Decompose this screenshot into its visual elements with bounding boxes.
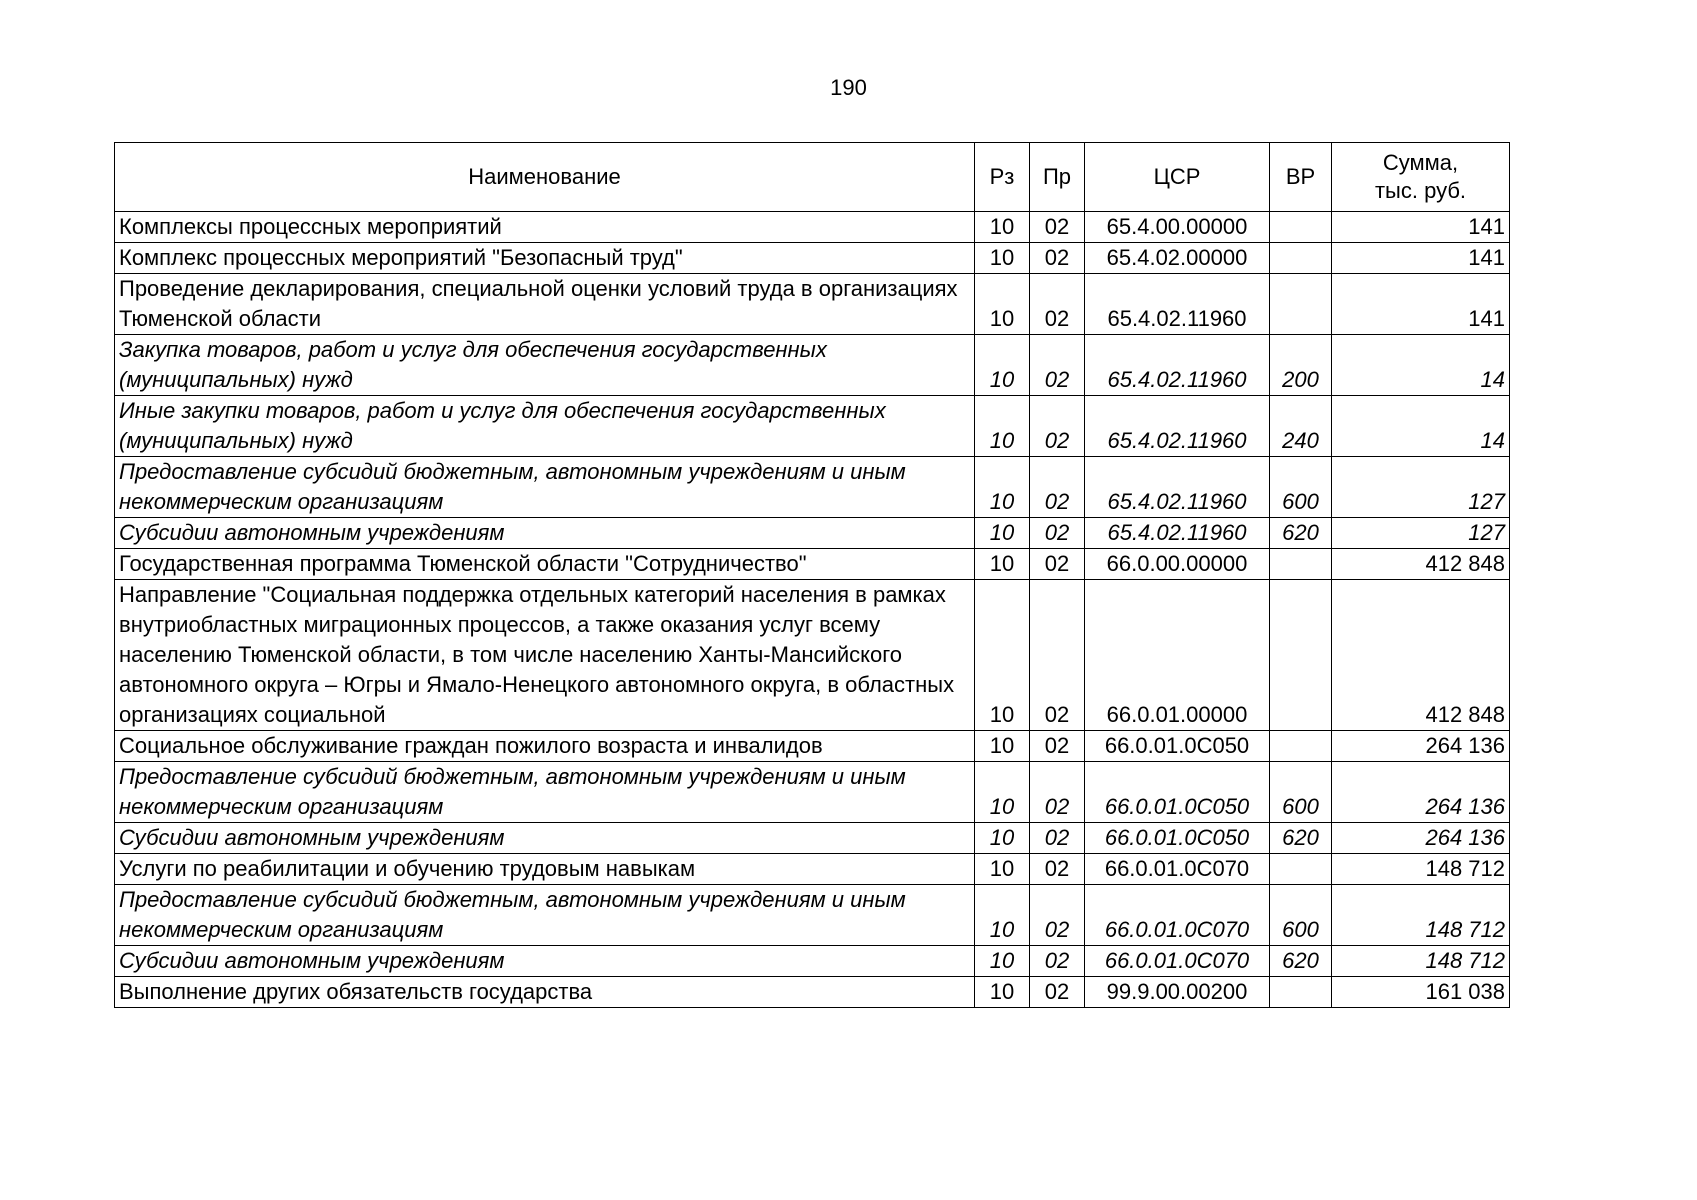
table-row — [115, 977, 1510, 1008]
row-vr-cell — [1270, 274, 1332, 335]
row-rz-cell: 10 — [975, 549, 1030, 580]
row-csr-cell: 66.0.01.0С050 — [1085, 823, 1270, 854]
row-vr-cell: 600 — [1270, 885, 1332, 946]
row-rz-cell: 10 — [975, 518, 1030, 549]
row-csr-cell: 65.4.02.11960 — [1085, 396, 1270, 457]
row-sum-cell: 264 136 — [1332, 823, 1510, 854]
row-csr-cell: 66.0.01.0С070 — [1085, 946, 1270, 977]
page-number: 190 — [830, 75, 867, 100]
row-csr-cell: 66.0.01.0С070 — [1085, 854, 1270, 885]
row-csr-cell: 99.9.00.00200 — [1085, 977, 1270, 1008]
row-sum-cell: 148 712 — [1332, 854, 1510, 885]
row-rz-cell: 10 — [975, 731, 1030, 762]
row-pr-cell: 02 — [1030, 274, 1085, 335]
row-pr-cell: 02 — [1030, 762, 1085, 823]
table-row — [115, 823, 1510, 854]
row-vr-cell — [1270, 731, 1332, 762]
row-sum-cell: 148 712 — [1332, 885, 1510, 946]
row-name-cell: Направление "Социальная поддержка отдельных категорий населения в рамках внутриобластных миграционных процессов, а также оказания услуг всему населению Тюменской области, в том числе населению Ханты-Мансийского автономного округа – Югры и Ямало-Ненецкого автономного округа, в областных организациях социальной — [115, 580, 975, 731]
row-csr-cell: 65.4.02.11960 — [1085, 518, 1270, 549]
row-sum-cell: 14 — [1332, 335, 1510, 396]
row-sum-cell: 412 848 — [1332, 549, 1510, 580]
row-rz-cell: 10 — [975, 762, 1030, 823]
row-vr-cell — [1270, 212, 1332, 243]
row-csr-cell: 65.4.02.11960 — [1085, 335, 1270, 396]
row-sum-cell: 161 038 — [1332, 977, 1510, 1008]
row-name-cell: Услуги по реабилитации и обучению трудовым навыкам — [115, 854, 975, 885]
table-row — [115, 580, 1510, 731]
table-row — [115, 762, 1510, 823]
table-row — [115, 854, 1510, 885]
table-row — [115, 212, 1510, 243]
row-name-cell: Закупка товаров, работ и услуг для обеспечения государственных (муниципальных) нужд — [115, 335, 975, 396]
row-rz-cell: 10 — [975, 212, 1030, 243]
row-csr-cell: 66.0.01.0С050 — [1085, 762, 1270, 823]
row-pr-cell: 02 — [1030, 946, 1085, 977]
row-sum-cell: 127 — [1332, 457, 1510, 518]
row-pr-cell: 02 — [1030, 518, 1085, 549]
row-pr-cell: 02 — [1030, 549, 1085, 580]
header-sum-line1: Сумма, — [1382, 150, 1459, 175]
row-csr-cell: 66.0.00.00000 — [1085, 549, 1270, 580]
row-pr-cell: 02 — [1030, 212, 1085, 243]
budget-table — [114, 142, 1510, 1008]
row-vr-cell: 620 — [1270, 823, 1332, 854]
header-sum-line2: тыс. руб. — [1374, 178, 1467, 203]
row-sum-cell: 141 — [1332, 274, 1510, 335]
row-name-cell: Проведение декларирования, специальной оценки условий труда в организациях Тюменской области — [115, 274, 975, 335]
row-csr-cell: 66.0.01.0С050 — [1085, 731, 1270, 762]
row-sum-cell: 412 848 — [1332, 580, 1510, 731]
row-sum-cell: 264 136 — [1332, 762, 1510, 823]
row-sum-cell: 264 136 — [1332, 731, 1510, 762]
header-vr: ВР — [1270, 143, 1332, 212]
header-csr: ЦСР — [1085, 143, 1270, 212]
header-row — [115, 143, 1510, 212]
row-name-cell: Предоставление субсидий бюджетным, автономным учреждениям и иным некоммерческим организациям — [115, 762, 975, 823]
table-row — [115, 396, 1510, 457]
row-csr-cell: 66.0.01.0С070 — [1085, 885, 1270, 946]
row-vr-cell: 620 — [1270, 946, 1332, 977]
row-rz-cell: 10 — [975, 854, 1030, 885]
table-row — [115, 731, 1510, 762]
row-pr-cell: 02 — [1030, 396, 1085, 457]
row-vr-cell: 200 — [1270, 335, 1332, 396]
table-row — [115, 885, 1510, 946]
row-name-cell: Предоставление субсидий бюджетным, автономным учреждениям и иным некоммерческим организациям — [115, 457, 975, 518]
row-vr-cell: 240 — [1270, 396, 1332, 457]
header-name: Наименование — [115, 143, 975, 212]
row-pr-cell: 02 — [1030, 731, 1085, 762]
table-row — [115, 946, 1510, 977]
row-sum-cell: 141 — [1332, 243, 1510, 274]
row-sum-cell: 141 — [1332, 212, 1510, 243]
row-rz-cell: 10 — [975, 580, 1030, 731]
row-csr-cell: 65.4.00.00000 — [1085, 212, 1270, 243]
row-csr-cell: 65.4.02.00000 — [1085, 243, 1270, 274]
row-rz-cell: 10 — [975, 885, 1030, 946]
row-pr-cell: 02 — [1030, 457, 1085, 518]
row-pr-cell: 02 — [1030, 823, 1085, 854]
row-name-cell: Иные закупки товаров, работ и услуг для обеспечения государственных (муниципальных) нужд — [115, 396, 975, 457]
row-rz-cell: 10 — [975, 977, 1030, 1008]
header-sum — [1332, 143, 1510, 212]
row-sum-cell: 148 712 — [1332, 946, 1510, 977]
table-body — [115, 212, 1510, 1008]
row-pr-cell: 02 — [1030, 977, 1085, 1008]
row-vr-cell: 600 — [1270, 457, 1332, 518]
table-row — [115, 518, 1510, 549]
row-rz-cell: 10 — [975, 335, 1030, 396]
row-rz-cell: 10 — [975, 396, 1030, 457]
row-vr-cell — [1270, 580, 1332, 731]
row-vr-cell: 620 — [1270, 518, 1332, 549]
row-vr-cell — [1270, 549, 1332, 580]
table-row — [115, 457, 1510, 518]
header-rz: Рз — [975, 143, 1030, 212]
row-sum-cell: 14 — [1332, 396, 1510, 457]
row-name-cell: Субсидии автономным учреждениям — [115, 518, 975, 549]
row-pr-cell: 02 — [1030, 885, 1085, 946]
row-vr-cell: 600 — [1270, 762, 1332, 823]
table-row — [115, 549, 1510, 580]
row-name-cell: Субсидии автономным учреждениям — [115, 946, 975, 977]
row-pr-cell: 02 — [1030, 243, 1085, 274]
row-name-cell: Выполнение других обязательств государства — [115, 977, 975, 1008]
row-csr-cell: 65.4.02.11960 — [1085, 274, 1270, 335]
row-rz-cell: 10 — [975, 823, 1030, 854]
row-name-cell: Субсидии автономным учреждениям — [115, 823, 975, 854]
row-name-cell: Предоставление субсидий бюджетным, автономным учреждениям и иным некоммерческим организациям — [115, 885, 975, 946]
row-rz-cell: 10 — [975, 457, 1030, 518]
row-name-cell: Комплексы процессных мероприятий — [115, 212, 975, 243]
row-csr-cell: 66.0.01.00000 — [1085, 580, 1270, 731]
row-rz-cell: 10 — [975, 243, 1030, 274]
table-row — [115, 335, 1510, 396]
table-row — [115, 274, 1510, 335]
row-sum-cell: 127 — [1332, 518, 1510, 549]
row-name-cell: Государственная программа Тюменской области "Сотрудничество" — [115, 549, 975, 580]
row-name-cell: Комплекс процессных мероприятий "Безопасный труд" — [115, 243, 975, 274]
row-rz-cell: 10 — [975, 274, 1030, 335]
row-vr-cell — [1270, 854, 1332, 885]
row-pr-cell: 02 — [1030, 335, 1085, 396]
row-vr-cell — [1270, 977, 1332, 1008]
table-header — [115, 143, 1510, 212]
row-vr-cell — [1270, 243, 1332, 274]
table-row — [115, 243, 1510, 274]
row-name-cell: Социальное обслуживание граждан пожилого возраста и инвалидов — [115, 731, 975, 762]
row-csr-cell: 65.4.02.11960 — [1085, 457, 1270, 518]
header-pr: Пр — [1030, 143, 1085, 212]
row-rz-cell: 10 — [975, 946, 1030, 977]
row-pr-cell: 02 — [1030, 854, 1085, 885]
row-pr-cell: 02 — [1030, 580, 1085, 731]
